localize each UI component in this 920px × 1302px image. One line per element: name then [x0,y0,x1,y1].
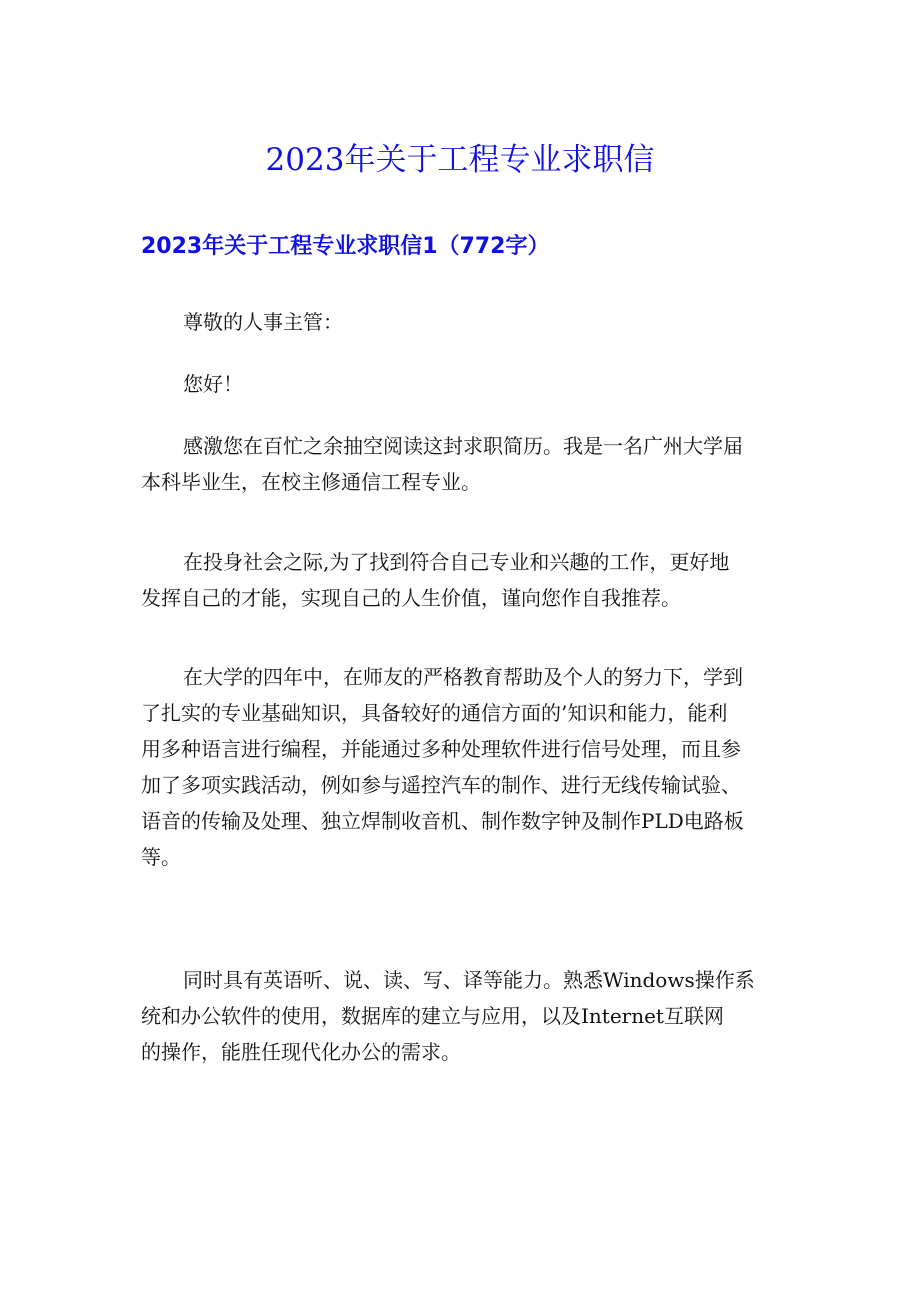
paragraph-line: 加了多项实践活动，例如参与遥控汽车的制作、进行无线传输试验、 [141,773,741,797]
paragraph-line: 的操作，能胜任现代化办公的需求。 [141,1040,461,1064]
paragraph-2 [141,544,791,616]
paragraph-1 [141,428,791,500]
paragraph-line: 在大学的四年中，在师友的严格教育帮助及个人的努力下，学到 [183,665,743,689]
paragraph-line: 用多种语言进行编程，并能通过多种处理软件进行信号处理，而且参 [141,737,741,761]
paragraph-line: 本科毕业生，在校主修通信工程专业。 [141,470,481,494]
greeting [141,366,791,402]
paragraph-line: 语音的传输及处理、独立焊制收音机、制作数字钟及制作PLD电路板 [141,809,744,833]
paragraph-3 [141,659,791,875]
paragraph-4 [141,962,791,1070]
salutation-text: 尊敬的人事主管： [183,310,343,334]
section-heading: 2023年关于工程专业求职信1（772字） [141,234,550,259]
document-title: 2023年关于工程专业求职信 [265,142,655,178]
paragraph-line: 发挥自己的才能，实现自己的人生价值，谨向您作自我推荐。 [141,586,681,610]
greeting-text: 您好！ [183,372,243,396]
paragraph-line: 统和办公软件的使用，数据库的建立与应用，以及Internet互联网 [141,1004,724,1028]
paragraph-line: 同时具有英语听、说、读、写、译等能力。熟悉Windows操作系 [183,968,755,992]
paragraph-line: 了扎实的专业基础知识，具备较好的通信方面的’知识和能力，能利 [141,701,728,725]
salutation [141,304,791,340]
paragraph-line: 等。 [141,845,181,869]
paragraph-line: 感激您在百忙之余抽空阅读这封求职简历。我是一名广州大学届 [183,434,743,458]
paragraph-line: 在投身社会之际,为了找到符合自己专业和兴趣的工作，更好地 [183,550,730,574]
